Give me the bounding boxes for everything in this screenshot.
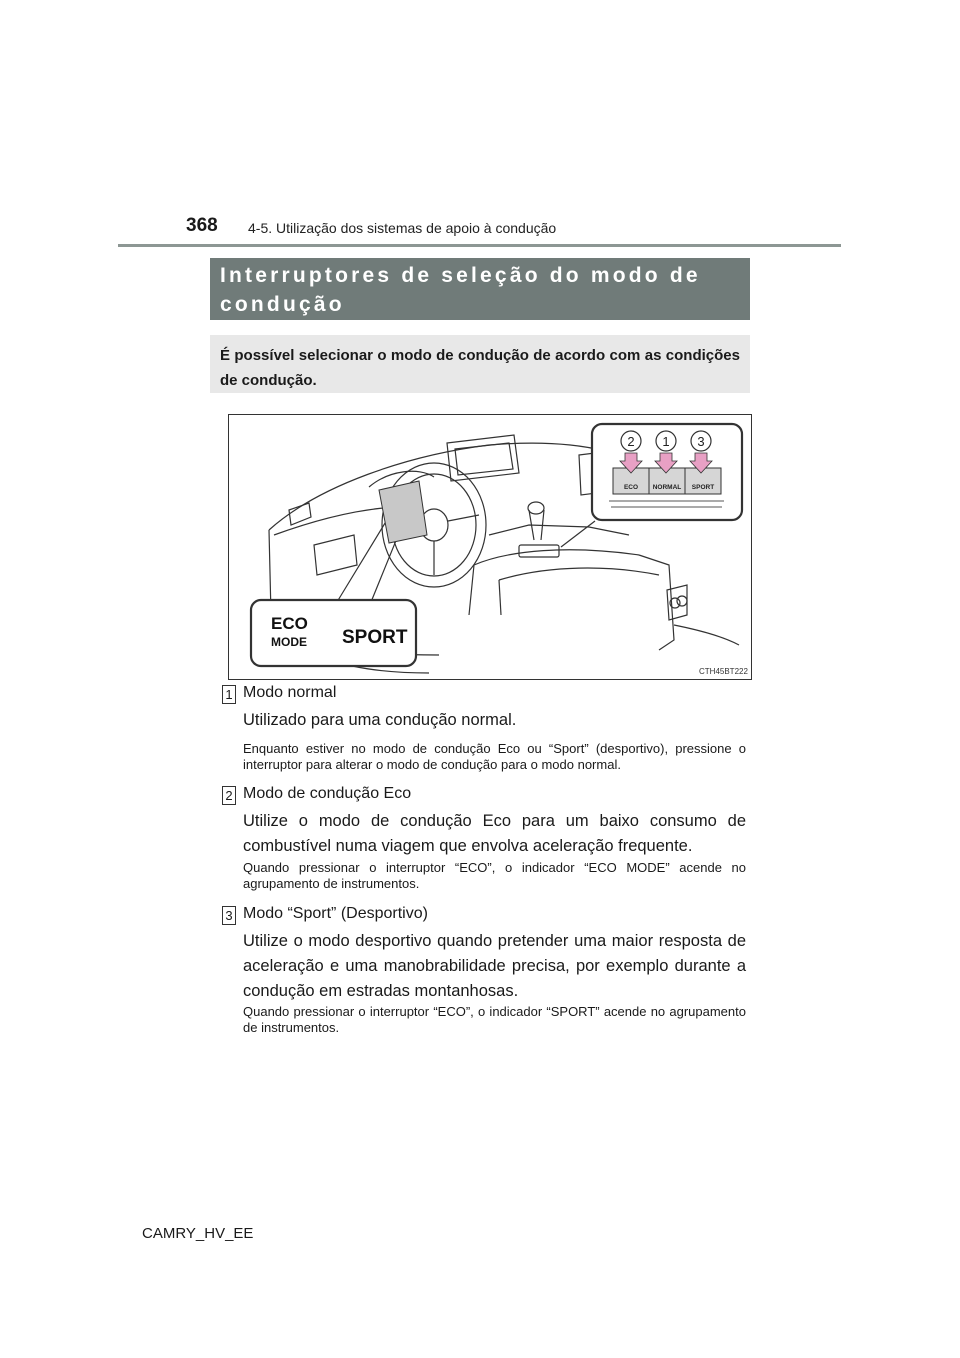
page-number: 368	[186, 215, 218, 236]
item-number-2: 2	[222, 786, 236, 805]
dashboard-drawing	[229, 415, 751, 679]
item-3-title: Modo “Sport” (Desportivo)	[243, 905, 428, 922]
item-1-title: Modo normal	[243, 684, 337, 701]
callout-1	[656, 431, 676, 451]
cluster-highlight	[379, 481, 427, 543]
item-1-note: Enquanto estiver no modo de condução Eco ou “Sport” (desportivo), pressione o interruptor para alterar o modo de condução para o modo normal.	[243, 741, 746, 772]
header-divider	[118, 244, 841, 247]
item-1-body: Utilizado para uma condução normal.	[243, 711, 517, 729]
sport-switch-label: SPORT	[691, 484, 715, 491]
item-2-note: Quando pressionar o interruptor “ECO”, o indicador “ECO MODE” acende no agrupamento de instrumentos.	[243, 860, 746, 891]
item-2-title: Modo de condução Eco	[243, 785, 412, 802]
callout-1-label: 1	[662, 434, 670, 449]
sport-indicator: SPORT	[342, 627, 408, 648]
heading-line-2: condução	[220, 293, 345, 316]
dashboard-illustration	[228, 414, 752, 680]
item-2-body: Utilize o modo de condução Eco para um baixo consumo de combustível numa viagem que envolva aceleração frequente.	[243, 812, 746, 855]
model-code: CAMRY_HV_EE	[142, 1225, 254, 1242]
callout-2	[621, 431, 641, 451]
item-3-note: Quando pressionar o interruptor “ECO”, o indicador “SPORT” acende no agrupamento de instrumentos.	[243, 1004, 746, 1035]
normal-switch-label: NORMAL	[652, 484, 682, 491]
eco-mode-indicator-line2: MODE	[271, 635, 307, 649]
item-number-1: 1	[222, 685, 236, 704]
intro-text: É possível selecionar o modo de condução de acordo com as condições de condução.	[210, 335, 750, 393]
callout-3-label: 3	[697, 434, 705, 449]
callout-3	[691, 431, 711, 451]
item-number-3: 3	[222, 906, 236, 925]
page-heading	[210, 258, 750, 320]
item-3-body: Utilize o modo desportivo quando pretender uma maior resposta de aceleração e uma manobrabilidade precisa, por exemplo durante a condução em estradas montanhosas.	[243, 932, 746, 1000]
section-title: 4-5. Utilização dos sistemas de apoio à condução	[248, 220, 557, 236]
eco-switch-label: ECO	[623, 484, 639, 491]
heading-line-1: Interruptores de seleção do modo de	[220, 264, 701, 287]
eco-mode-indicator-line1: ECO	[271, 614, 308, 633]
figure-code: CTH45BT222	[699, 667, 748, 676]
callout-2-label: 2	[627, 434, 635, 449]
